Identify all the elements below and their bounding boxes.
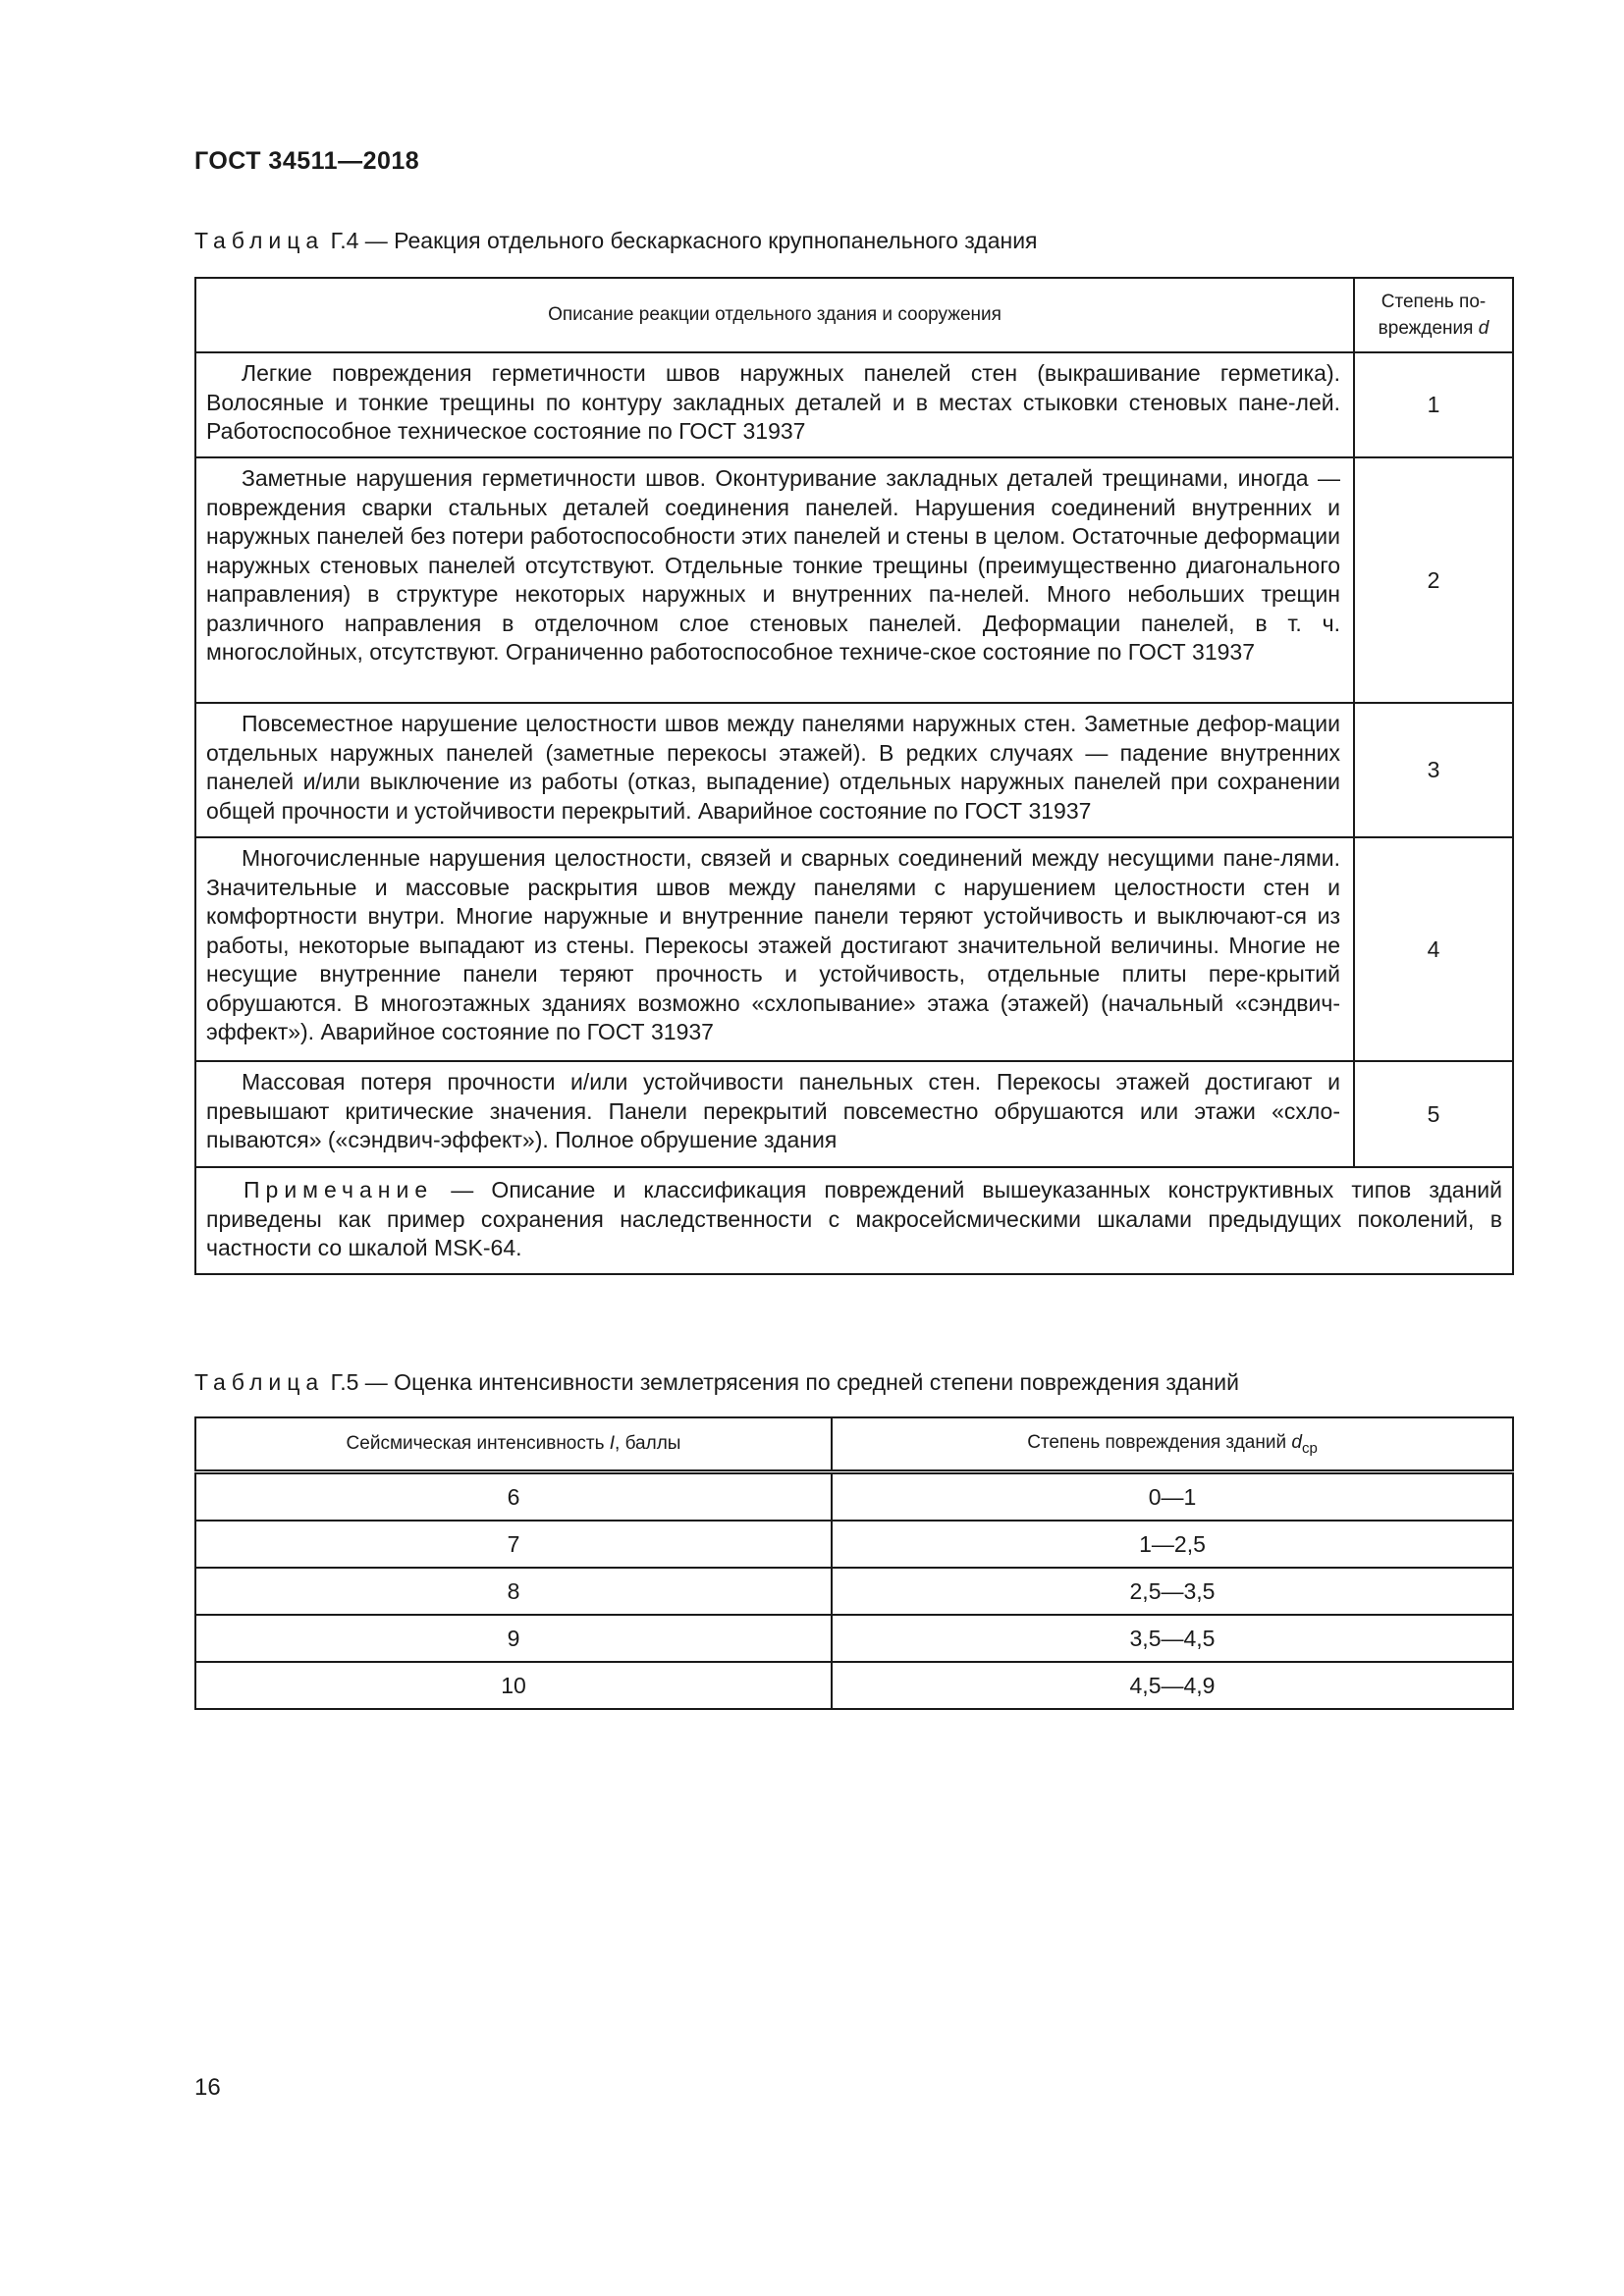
table-row bbox=[195, 1061, 1513, 1167]
table-g5-col-damage-header bbox=[832, 1417, 1513, 1472]
document-header: ГОСТ 34511—2018 bbox=[194, 147, 420, 175]
page-number: 16 bbox=[194, 2074, 221, 2101]
table-g5-col-intensity-header bbox=[195, 1417, 832, 1472]
table-g4-caption-label: Таблица bbox=[194, 228, 325, 253]
table-g5-damage-cell: 2,5—3,5 bbox=[832, 1568, 1513, 1615]
table-g5-col-intensity-symbol: I bbox=[609, 1433, 616, 1454]
table-row bbox=[195, 1662, 1513, 1709]
table-g5-col-damage-label: Степень повреждения зданий bbox=[1027, 1431, 1287, 1453]
table-g5-col-damage-subscript: ср bbox=[1301, 1439, 1318, 1457]
table-g4-col-degree-header bbox=[1354, 278, 1513, 352]
table-g5-intensity-cell: 8 bbox=[195, 1568, 832, 1615]
table-g5-intensity-cell: 7 bbox=[195, 1521, 832, 1568]
table-g5-intensity-cell: 6 bbox=[195, 1472, 832, 1522]
table-g4-header-row bbox=[195, 278, 1513, 352]
table-g5 bbox=[194, 1416, 1514, 1710]
table-g5-intensity-cell: 10 bbox=[195, 1662, 832, 1709]
table-g4-degree-cell: 2 bbox=[1354, 457, 1513, 703]
table-g4-description-cell: Повсеместное нарушение целостности швов между панелями наружных стен. Заметные дефор-мации отдельных наружных панелей (заметные перекосы этажей). В редких случаях — падение внутренних панелей и/или выключение из работы (отказ, выпадение) отдельных наружных панелей при сохранении общей прочности и устойчивости перекрытий. Аварийное состояние по ГОСТ 31937 bbox=[195, 703, 1354, 837]
table-g4-description-cell: Массовая потеря прочности и/или устойчивости панельных стен. Перекосы этажей достигают и превышают критические значения. Панели перекрытий повсеместно обрушаются или этажи «схло-пываются» («сэндвич-эффект»). Полное обрушение здания bbox=[195, 1061, 1354, 1167]
table-g4-description-cell: Заметные нарушения герметичности швов. Оконтуривание закладных деталей трещинами, иногда — повреждения сварки стальных деталей соединения панелей. Нарушения соединений внутренних и наружных панелей без потери работоспособности этих панелей и стены в целом. Остаточные деформации наружных стеновых панелей отсутствуют. Отдельные тонкие трещины (преимущественно диагонального направления) в структуре некоторых наружных и внутренних па-нелей. Много небольших трещин различного направления в отделочном слое стеновых панелей. Деформации панелей, в т. ч. многослойных, отсутствуют. Ограниченно работоспособное техниче-ское состояние по ГОСТ 31937 bbox=[195, 457, 1354, 703]
table-g5-col-intensity-label: Сейсмическая интенсивность bbox=[346, 1433, 605, 1454]
table-row bbox=[195, 1521, 1513, 1568]
table-g5-caption-text: Г.5 — Оценка интенсивности землетрясения по средней степени повреждения зданий bbox=[330, 1369, 1239, 1395]
table-g4-caption bbox=[194, 228, 1038, 254]
table-g4-note-text: — Описание и классификация повреждений вышеуказанных конструктивных типов зданий приведены как пример сохранения наследственности с макросейсмическими шкалами предыдущих поколений, в частности со шкалой MSK-64. bbox=[206, 1177, 1502, 1260]
table-g5-header-row bbox=[195, 1417, 1513, 1472]
table-g4-degree-cell: 5 bbox=[1354, 1061, 1513, 1167]
table-g5-damage-cell: 0—1 bbox=[832, 1472, 1513, 1522]
table-g4-note-row bbox=[195, 1167, 1513, 1274]
table-row bbox=[195, 1472, 1513, 1522]
table-row bbox=[195, 1568, 1513, 1615]
table-row bbox=[195, 457, 1513, 703]
table-g5-col-intensity-unit: , баллы bbox=[615, 1433, 681, 1454]
table-g5-col-damage-symbol: d bbox=[1291, 1431, 1302, 1453]
table-row bbox=[195, 1615, 1513, 1662]
table-g4-description-cell: Легкие повреждения герметичности швов наружных панелей стен (выкрашивание герметика). Волосяные и тонкие трещины по контуру закладных деталей и в местах стыковки стеновых пане-лей. Работоспособное техническое состояние по ГОСТ 31937 bbox=[195, 352, 1354, 457]
table-g4-caption-text: Г.4 — Реакция отдельного бескаркасного крупнопанельного здания bbox=[330, 228, 1038, 253]
table-g4-description-cell: Многочисленные нарушения целостности, связей и сварных соединений между несущими пане-лями. Значительные и массовые раскрытия швов между панелями с нарушением целостности стен и комфортности внутри. Многие наружные и внутренние панели теряют устойчивость и выключают-ся из работы, некоторые выпадают из стены. Перекосы этажей достигают значительной величины. Многие не несущие внутренние панели теряют прочность и устойчивость, отдельные плиты пере-крытий обрушаются. В многоэтажных зданиях возможно «схлопывание» этажа (этажей) (начальный «сэндвич-эффект»). Аварийное состояние по ГОСТ 31937 bbox=[195, 837, 1354, 1061]
table-g5-damage-cell: 3,5—4,5 bbox=[832, 1615, 1513, 1662]
table-g5-damage-cell: 4,5—4,9 bbox=[832, 1662, 1513, 1709]
table-g4-degree-cell: 3 bbox=[1354, 703, 1513, 837]
table-g4-note-label: Примечание bbox=[244, 1177, 434, 1202]
table-g5-caption-label: Таблица bbox=[194, 1369, 325, 1395]
table-row bbox=[195, 703, 1513, 837]
table-g5-caption bbox=[194, 1369, 1239, 1396]
table-g4-col-degree-symbol: d bbox=[1478, 318, 1489, 339]
table-g4-col-description-header: Описание реакции отдельного здания и сооружения bbox=[195, 278, 1354, 352]
table-g4-degree-cell: 1 bbox=[1354, 352, 1513, 457]
table-g4 bbox=[194, 277, 1514, 1275]
table-g4-degree-cell: 4 bbox=[1354, 837, 1513, 1061]
table-row bbox=[195, 837, 1513, 1061]
table-g4-note bbox=[195, 1167, 1513, 1274]
table-g5-intensity-cell: 9 bbox=[195, 1615, 832, 1662]
table-g5-damage-cell: 1—2,5 bbox=[832, 1521, 1513, 1568]
table-g4-col-degree-label: Степень по-вреждения bbox=[1378, 292, 1487, 339]
table-row bbox=[195, 352, 1513, 457]
